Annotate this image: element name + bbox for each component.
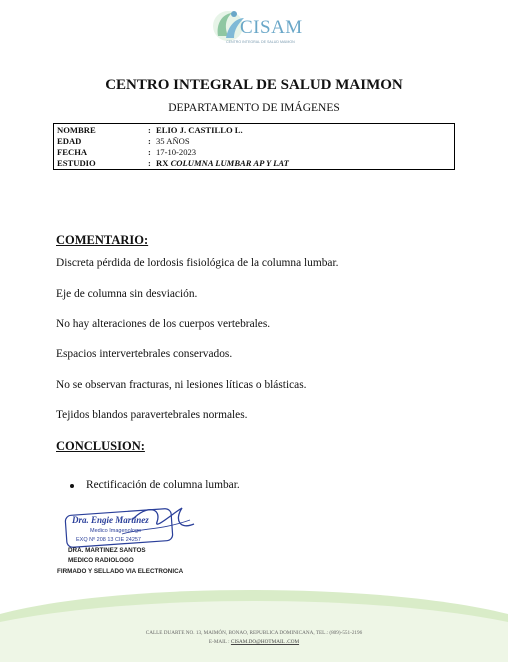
info-separator: : xyxy=(148,158,151,168)
info-value xyxy=(156,158,289,168)
footer-email-link[interactable]: CISAM.DO@HOTMAIL .COM xyxy=(230,639,300,645)
patient-info-box xyxy=(53,123,455,170)
page-title: CENTRO INTEGRAL DE SALUD MAIMON xyxy=(105,77,403,93)
signer-title: MEDICO RADIOLOGO xyxy=(68,557,134,564)
info-separator: : xyxy=(148,147,151,157)
study-name: COLUMNA LUMBAR AP Y LAT xyxy=(170,158,289,168)
logo-tagline: CENTRO INTEGRAL DE SALUD MAIMON xyxy=(226,40,295,44)
logo-wordmark: CISAM xyxy=(240,17,303,38)
info-value: 17-10-2023 xyxy=(156,147,197,157)
signer-name: DRA. MARTINEZ SANTOS xyxy=(68,547,146,554)
info-label: ESTUDIO xyxy=(57,158,96,168)
info-label: EDAD xyxy=(57,136,82,146)
footer-address: CALLE DUARTE NO. 13, MAIMÓN, BONAO, REPUBLICA DOMINICANA, TEL.: (809)-551-2196 xyxy=(145,630,363,636)
footer-wave-decoration xyxy=(0,586,508,662)
signature-note: FIRMADO Y SELLADO VIA ELECTRONICA xyxy=(57,568,184,575)
conclusion-heading: CONCLUSION: xyxy=(56,439,145,453)
info-label: NOMBRE xyxy=(57,125,96,135)
conclusion-item: Rectificación de columna lumbar. xyxy=(86,479,240,491)
comentario-heading: COMENTARIO: xyxy=(56,233,149,247)
finding-paragraph: Discreta pérdida de lordosis fisiológica de la columna lumbar. xyxy=(56,257,339,269)
footer-email-label: E-MAIL : xyxy=(208,639,230,645)
department-title: DEPARTAMENTO DE IMÁGENES xyxy=(168,102,340,114)
info-value: 35 AÑOS xyxy=(156,136,190,146)
stamp-name: Dra. Engie Martinez xyxy=(72,515,149,525)
finding-paragraph: Espacios intervertebrales conservados. xyxy=(56,348,233,360)
finding-paragraph: Tejidos blandos paravertebrales normales. xyxy=(56,409,248,421)
info-value: ELIO J. CASTILLO L. xyxy=(156,125,243,135)
footer-email-line xyxy=(0,639,508,645)
info-separator: : xyxy=(148,136,151,146)
finding-paragraph: No se observan fracturas, ni lesiones líticas o blásticas. xyxy=(56,379,307,391)
info-label: FECHA xyxy=(57,147,88,157)
info-separator: : xyxy=(148,125,151,135)
signature-stamp-icon xyxy=(62,500,202,550)
study-prefix: RX xyxy=(156,158,169,168)
finding-paragraph: Eje de columna sin desviación. xyxy=(56,288,198,300)
bullet-icon xyxy=(70,484,74,488)
stamp-role: Medico Imagenologo xyxy=(90,528,142,534)
finding-paragraph: No hay alteraciones de los cuerpos vertebrales. xyxy=(56,318,271,330)
stamp-exq: EXQ Nº 208 13 CIE 24257 xyxy=(76,537,141,543)
